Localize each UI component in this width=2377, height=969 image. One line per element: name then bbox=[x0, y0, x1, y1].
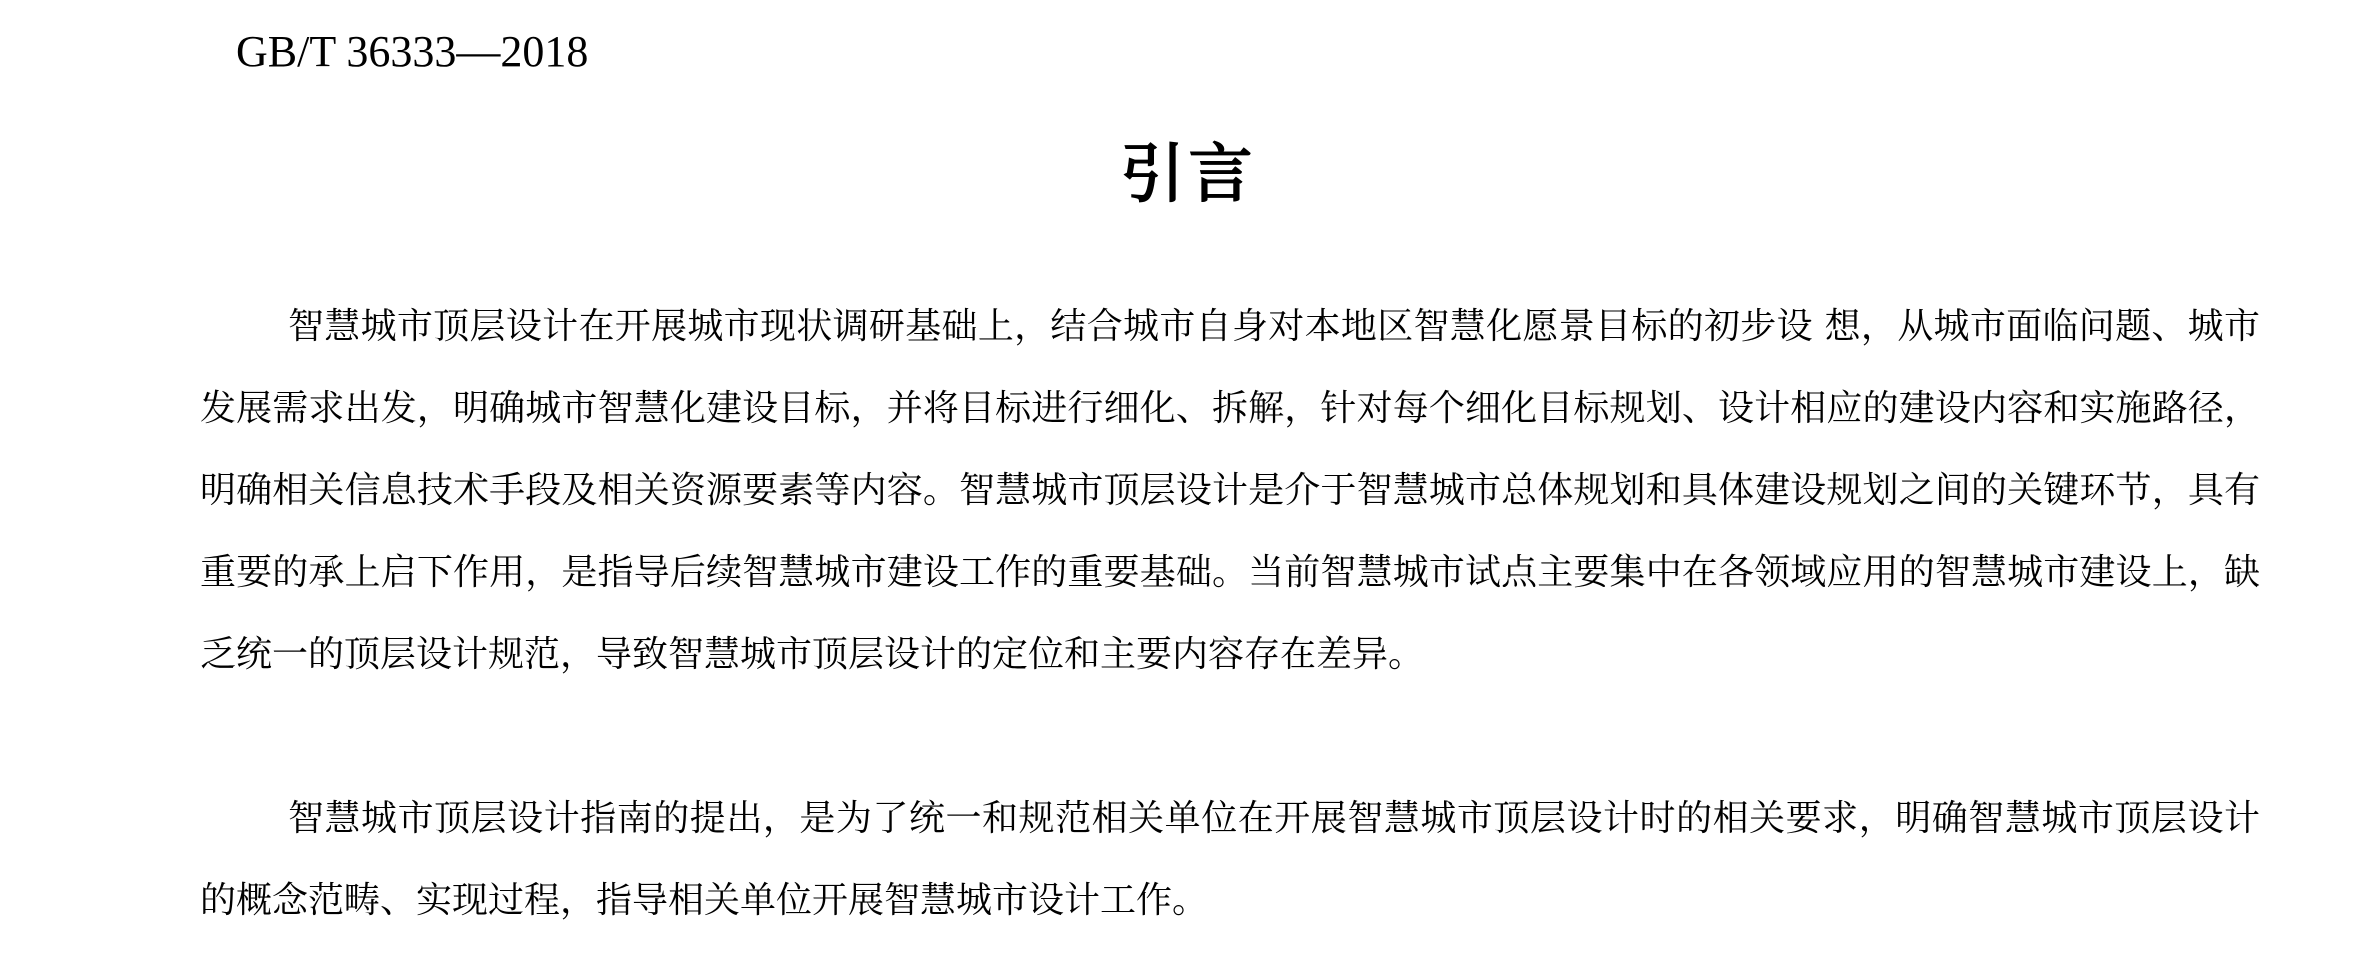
body-paragraph-1: 智慧城市顶层设计在开展城市现状调研基础上，结合城市自身对本地区智慧化愿景目标的初步设 想，从城市面临问题、城市发展需求出发，明确城市智慧化建设目标，并将目标进行细化、拆解，针对每个细化目标规划、设计相应的建设内容和实施路径，明确相关信息技术手段及相关资源要素等内容。智慧城市顶层设计是介于智慧城市总体规划和具体建设规划之间的关键环节，具有重要的承上启下作用，是指导后续智慧城市建设工作的重要基础。当前智慧城市试点主要集中在各领域应用的智慧城市建设上，缺乏统一的顶层设计规范，导致智慧城市顶层设计的定位和主要内容存在差异。 bbox=[200, 306, 2260, 675]
standard-number: GB/T 36333—2018 bbox=[236, 27, 589, 76]
body-paragraph-2: 智慧城市顶层设计指南的提出，是为了统一和规范相关单位在开展智慧城市顶层设计时的相关要求，明确智慧城市顶层设计的概念范畴、实现过程，指导相关单位开展智慧城市设计工作。 bbox=[200, 798, 2260, 921]
section-title: 引言 bbox=[1120, 138, 1257, 212]
